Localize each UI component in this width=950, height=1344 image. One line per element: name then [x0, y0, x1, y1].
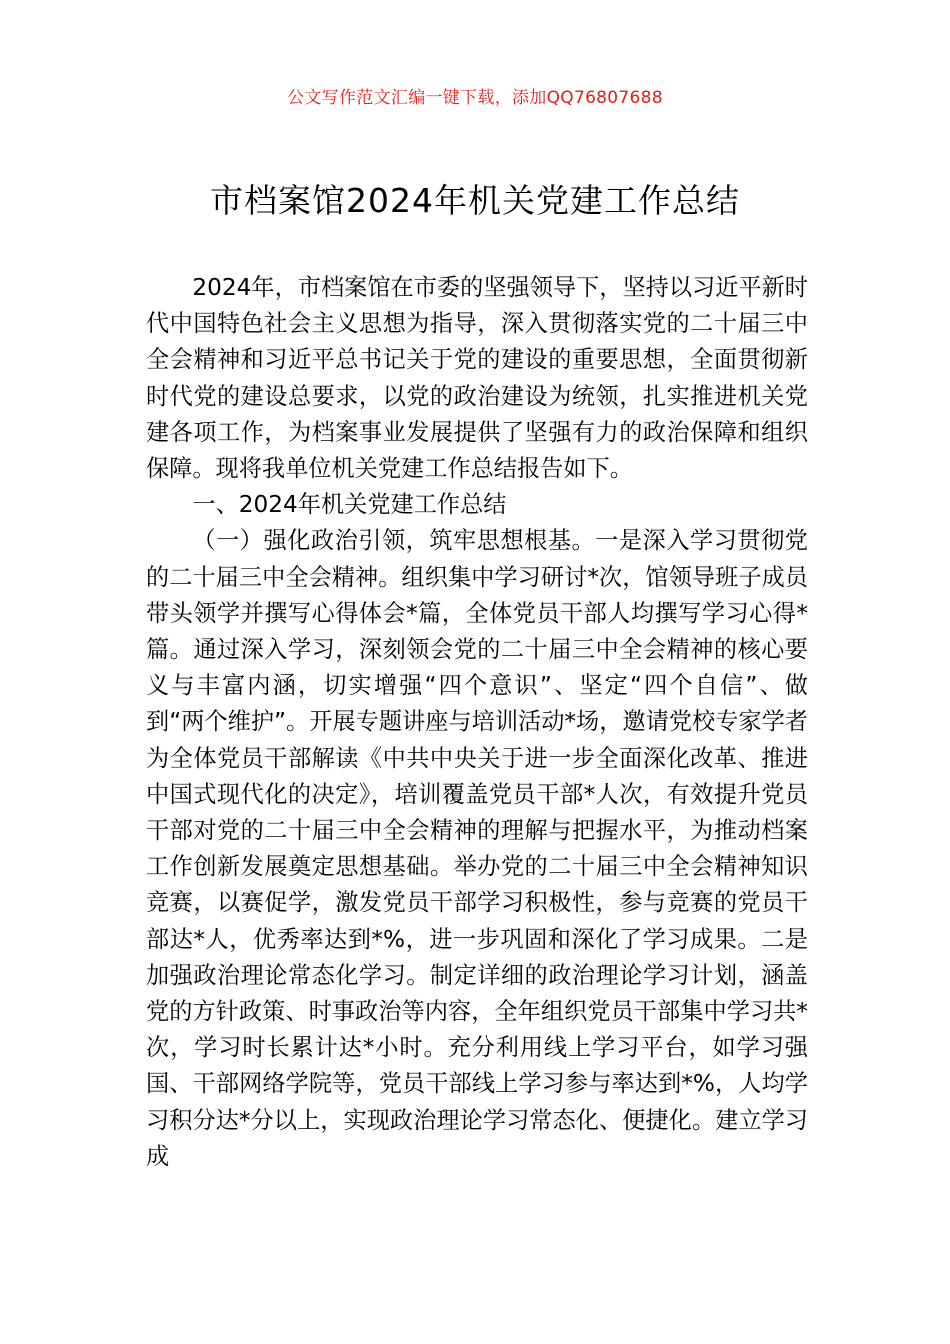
download-banner: 公文写作范文汇编一键下载，添加QQ76807688 [287, 88, 663, 108]
document-title: 市档案馆2024年机关党建工作总结 [210, 181, 740, 220]
section-heading: 一、2024年机关党建工作总结 [192, 491, 507, 519]
document-body [146, 270, 808, 1175]
intro-paragraph: 2024年，市档案馆在市委的坚强领导下，坚持以习近平新时代中国特色社会主义思想为指导，深入贯彻落实党的二十届三中全会精神和习近平总书记关于党的建设的重要思想，全面贯彻新时代党的建设总要求，以党的政治建设为统领，扎实推进机关党建各项工作，为档案事业发展提供了坚强有力的政治保障和组织保障。现将我单位机关党建工作总结报告如下。 [146, 274, 808, 483]
subsection-paragraph: （一）强化政治引领，筑牢思想根基。一是深入学习贯彻党的二十届三中全会精神。组织集中学习研讨*次，馆领导班子成员带头领学并撰写心得体会*篇，全体党员干部人均撰写学习心得*篇。通过深入学习，深刻领会党的二十届三中全会精神的核心要义与丰富内涵，切实增强“四个意识”、坚定“四个自信”、做到“两个维护”。开展专题讲座与培训活动*场，邀请党校专家学者为全体党员干部解读《中共中央关于进一步全面深化改革、推进中国式现代化的决定》，培训覆盖党员干部*人次，有效提升党员干部对党的二十届三中全会精神的理解与把握水平，为推动档案工作创新发展奠定思想基础。举办党的二十届三中全会精神知识竞赛，以赛促学，激发党员干部学习积极性，参与竞赛的党员干部达*人，优秀率达到*%，进一步巩固和深化了学习成果。二是加强政治理论常态化学习。制定详细的政治理论学习计划，涵盖党的方针政策、时事政治等内容，全年组织党员干部集中学习共*次，学习时长累计达*小时。充分利用线上学习平台，如学习强国、干部网络学院等，党员干部线上学习参与率达到*%，人均学习积分达*分以上，实现政治理论学习常态化、便捷化。建立学习成 [146, 527, 808, 1170]
